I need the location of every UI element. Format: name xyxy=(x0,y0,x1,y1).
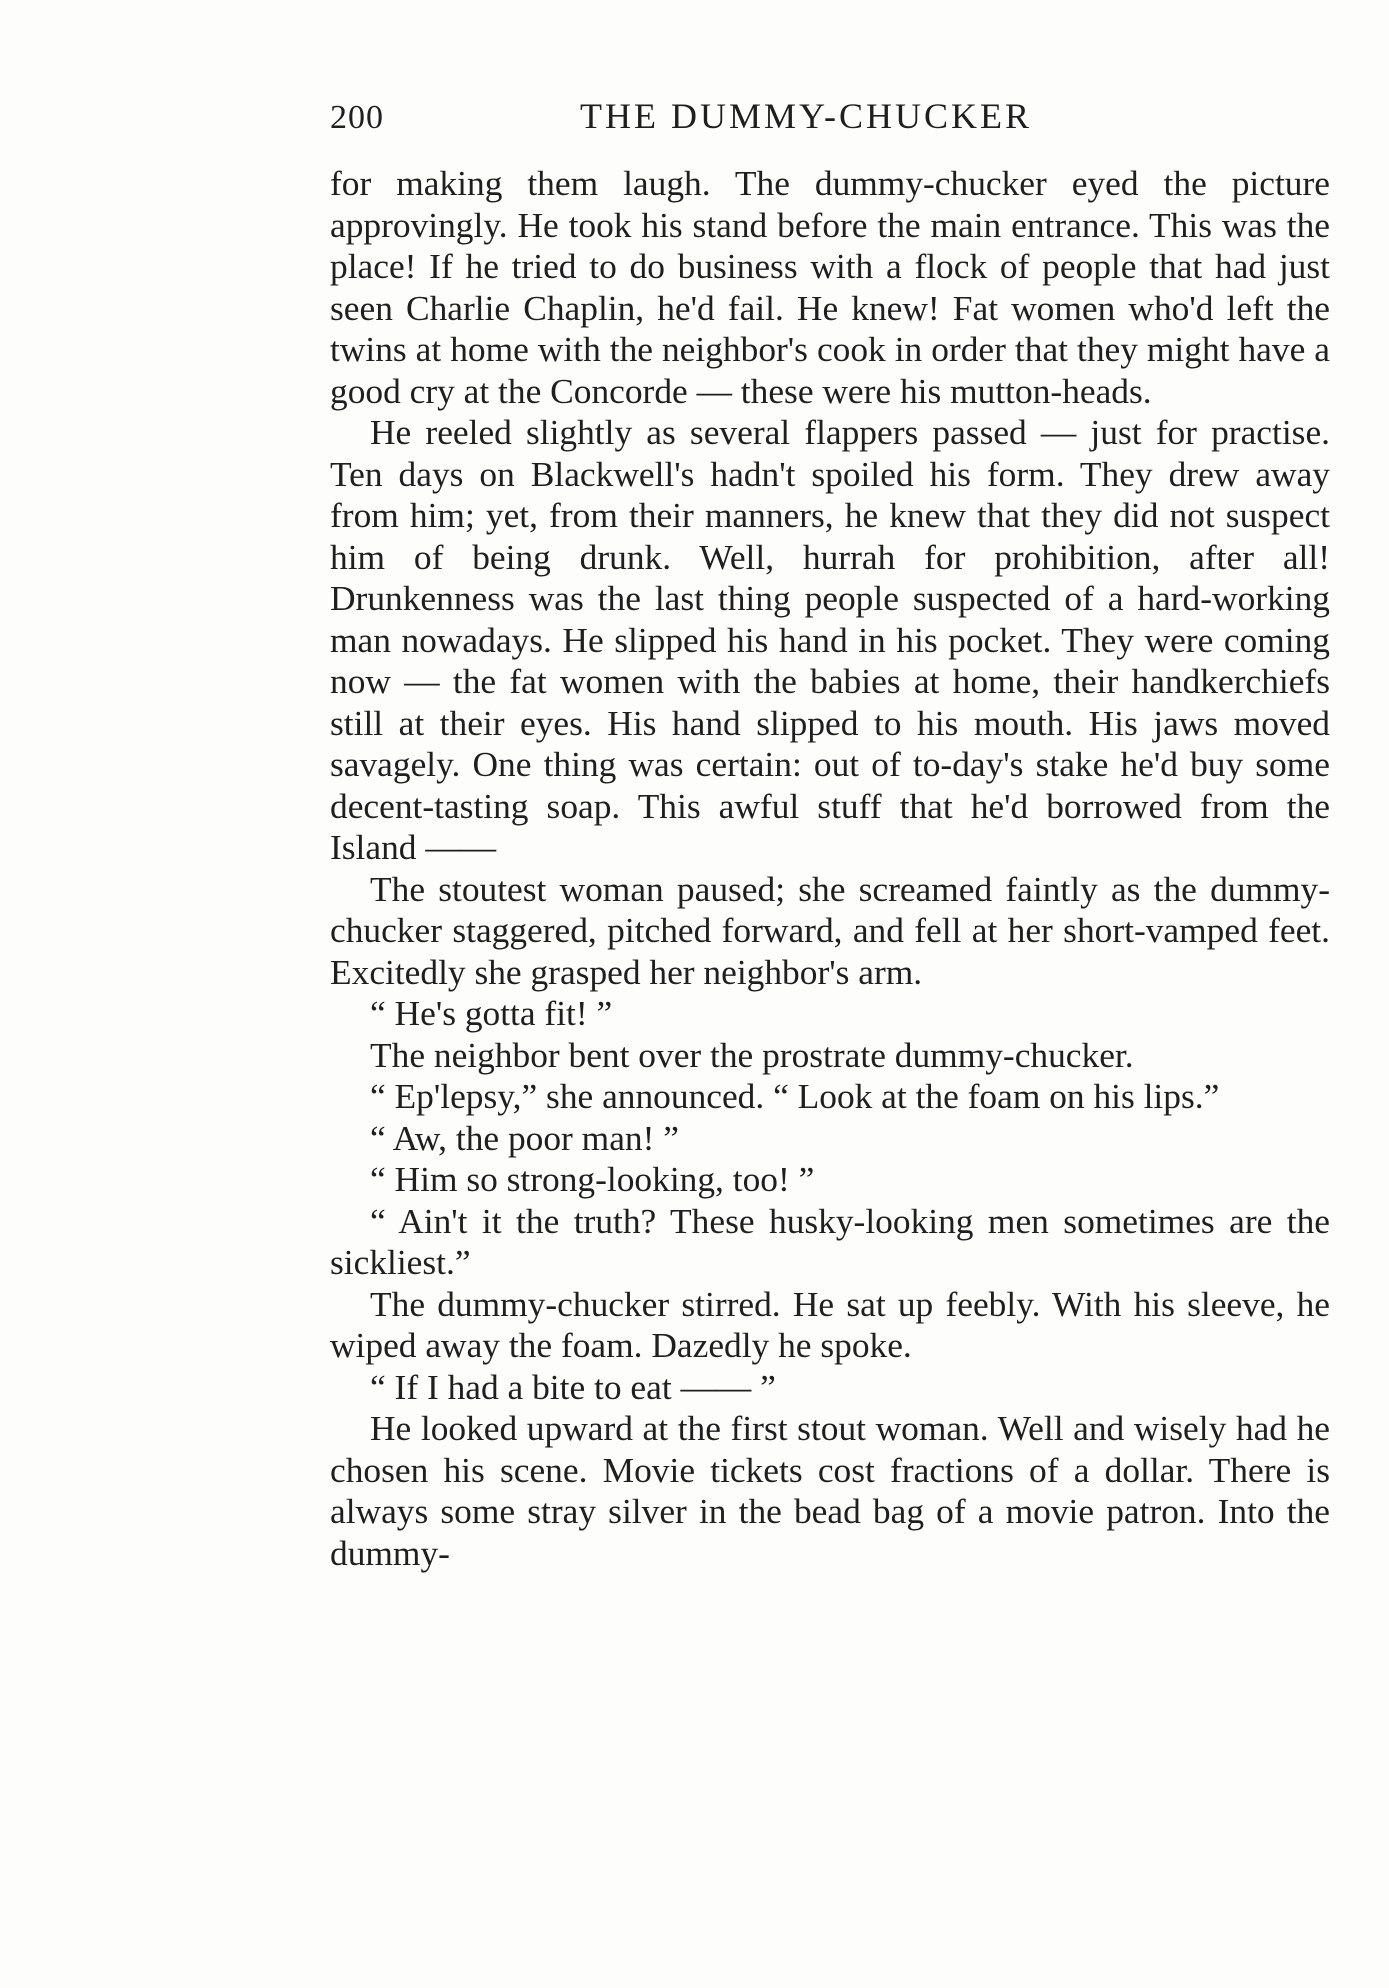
dialogue-line: “ If I had a bite to eat —— ” xyxy=(370,1366,776,1407)
paragraph: for making them laugh. The dummy-chucker eyed the picture approvingly. He took his stand before the main entrance. This was the place! If he tried to do business with a flock of people that had just seen Charlie Chaplin, he'd fail. He knew! Fat women who'd left the twins at home with the neighbor's cook in order that they might have a good cry at the Concorde — these were his mutton-heads. xyxy=(330,163,1330,411)
paragraph: He reeled slightly as several flappers passed — just for practise. Ten days on Blackwell's hadn't spoiled his form. They drew away from him; yet, from their manners, he knew that they did not suspect him of being drunk. Well, hurrah for prohibition, after all! Drunkenness was the last thing people suspected of a hard-working man nowadays. He slipped his hand in his pocket. They were coming now — the fat women with the babies at home, their handkerchiefs still at their eyes. His hand slipped to his mouth. His jaws moved savagely. One thing was certain: out of to-day's stake he'd buy some decent-tasting soap. This awful stuff that he'd borrowed from the Island —— xyxy=(330,412,1330,867)
dialogue-line: “ Ep'lepsy,” she announced. “ Look at the foam on his lips.” xyxy=(370,1076,1220,1116)
running-title: THE DUMMY-CHUCKER xyxy=(580,96,1033,136)
page-header xyxy=(330,95,1330,155)
paragraph: The neighbor bent over the prostrate dummy-chucker. xyxy=(370,1034,1134,1075)
dialogue-line: “ He's gotta fit! ” xyxy=(370,993,613,1033)
dialogue-line: “ Ain't it the truth? These husky-looking men sometimes are the sickliest.” xyxy=(330,1200,1330,1282)
paragraph: The stoutest woman paused; she screamed faintly as the dummy-chucker staggered, pitched forward, and fell at her short-vamped feet. Excitedly she grasped her neighbor's arm. xyxy=(330,868,1330,992)
body-text xyxy=(330,163,1330,1574)
dialogue-line: “ Aw, the poor man! ” xyxy=(370,1117,679,1158)
paragraph: The dummy-chucker stirred. He sat up feebly. With his sleeve, he wiped away the foam. Dazedly he spoke. xyxy=(330,1283,1330,1365)
page-number: 200 xyxy=(330,99,384,136)
paragraph: He looked upward at the first stout woman. Well and wisely had he chosen his scene. Movie tickets cost fractions of a dollar. There is always some stray silver in the bead bag of a movie patron. Into the dummy- xyxy=(330,1408,1330,1573)
book-page xyxy=(330,95,1330,1574)
dialogue-line: “ Him so strong-looking, too! ” xyxy=(370,1159,815,1199)
